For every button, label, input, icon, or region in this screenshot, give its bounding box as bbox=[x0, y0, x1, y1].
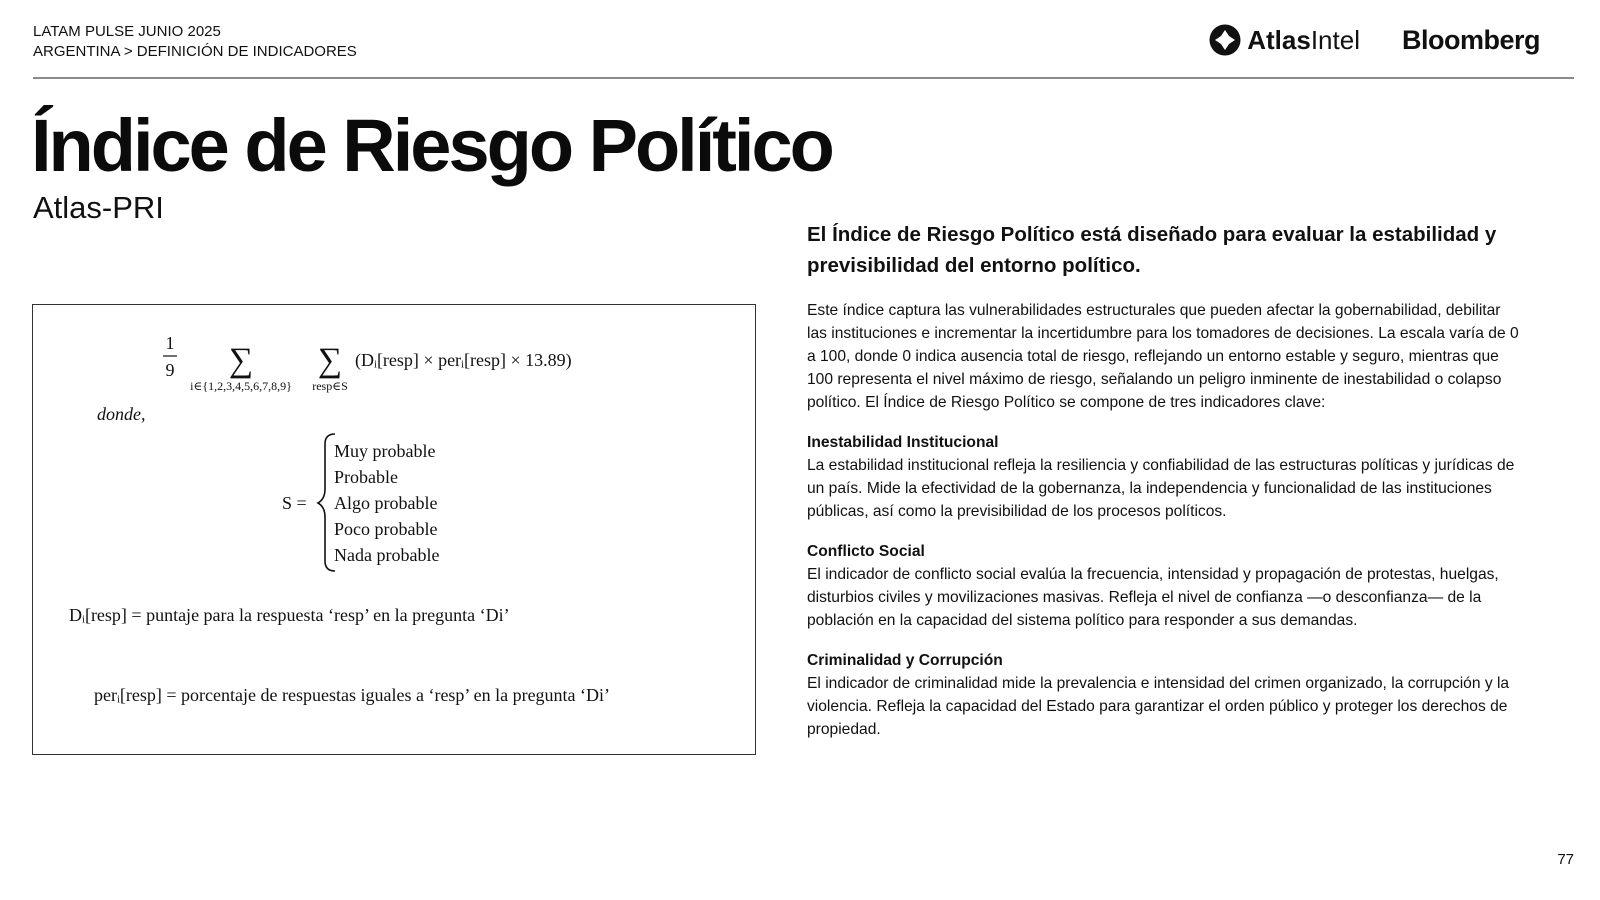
sum1-subscript: i∈{1,2,3,4,5,6,7,8,9} bbox=[190, 379, 292, 393]
section-criminalidad bbox=[807, 649, 1522, 741]
page-number: 77 bbox=[1557, 851, 1574, 868]
set-item-2: Probable bbox=[334, 467, 398, 487]
page-title: Índice de Riesgo Político bbox=[31, 104, 832, 187]
formula-fraction-denominator: 9 bbox=[165, 360, 175, 380]
section-title: Conflicto Social bbox=[807, 543, 925, 560]
formula-box bbox=[32, 304, 756, 755]
definition-d: Dᵢ[resp] = puntaje para la respuesta ‘resp’ en la pregunta ‘Di’ bbox=[69, 605, 510, 625]
bloomberg-logo: Bloomberg bbox=[1401, 24, 1540, 55]
set-item-3: Algo probable bbox=[334, 493, 438, 513]
set-item-1: Muy probable bbox=[334, 441, 436, 461]
intro-paragraph: Este índice captura las vulnerabilidades estructurales que pueden afectar la gobernabilidad, debilitar las instituciones e incrementar la incertidumbre para los tomadores de decisiones. La escala varía de 0 a 100, donde 0 indica ausencia total de riesgo, reflejando un entorno estable y seguro, mientras que 100 representa el nivel máximo de riesgo, señalando un peligro inminente de inestabilidad o colapso político. El Índice de Riesgo Político se compone de tres indicadores clave: bbox=[807, 302, 1519, 411]
section-body: El indicador de conflicto social evalúa la frecuencia, intensidad y propagación de protestas, huelgas, disturbios civiles y movilizaciones masivas. Refleja el nivel de confianza —o desconfianza— de la población en la capacidad del sistema político para responder a sus demandas. bbox=[807, 566, 1499, 629]
formula-figure bbox=[33, 305, 757, 756]
definition-per: perᵢ[resp] = porcentaje de respuestas iguales a ‘resp’ en la pregunta ‘Di’ bbox=[94, 685, 611, 705]
atlasintel-mark-icon bbox=[1209, 24, 1241, 56]
breadcrumb: ARGENTINA > DEFINICIÓN DE INDICADORES bbox=[33, 43, 357, 60]
atlasintel-logo-light: Intel bbox=[1310, 24, 1360, 55]
sum-symbol-1: ∑ bbox=[228, 342, 254, 379]
page-subtitle: Atlas-PRI bbox=[33, 190, 164, 225]
section-title: Criminalidad y Corrupción bbox=[807, 652, 1003, 669]
header-divider bbox=[33, 77, 1574, 79]
sum2-subscript: resp∈S bbox=[312, 379, 348, 393]
formula-term: (Dᵢ[resp] × perᵢ[resp] × 13.89) bbox=[355, 350, 572, 370]
set-s-label: S = bbox=[282, 493, 307, 513]
section-inestabilidad bbox=[807, 431, 1522, 523]
donde-label: donde, bbox=[97, 404, 146, 424]
description-column bbox=[807, 219, 1522, 741]
report-header bbox=[33, 22, 357, 62]
section-conflicto bbox=[807, 540, 1522, 632]
lead-statement: El Índice de Riesgo Político está diseñado para evaluar la estabilidad y previsibilidad del entorno político. bbox=[807, 223, 1497, 277]
section-title: Inestabilidad Institucional bbox=[807, 434, 999, 451]
atlasintel-logo-bold: Atlas bbox=[1247, 24, 1311, 55]
set-item-4: Poco probable bbox=[334, 519, 438, 539]
formula-fraction-numerator: 1 bbox=[165, 333, 175, 353]
atlasintel-logo bbox=[1209, 24, 1360, 56]
logos bbox=[1209, 22, 1540, 58]
section-body: El indicador de criminalidad mide la prevalencia e intensidad del crimen organizado, la corrupción y la violencia. Refleja la capacidad del Estado para garantizar el orden público y proteger los derechos de propiedad. bbox=[807, 675, 1510, 738]
set-brace bbox=[318, 434, 335, 571]
report-name: LATAM PULSE JUNIO 2025 bbox=[33, 23, 221, 40]
sum-symbol-2: ∑ bbox=[317, 342, 343, 379]
set-item-5: Nada probable bbox=[334, 545, 440, 565]
section-body: La estabilidad institucional refleja la resiliencia y confiabilidad de las estructuras políticas y jurídicas de un país. Mide la efectividad de la gobernanza, la independencia y funcionalidad de las instituciones públicas, así como la previsibilidad de los procesos políticos. bbox=[807, 457, 1515, 520]
